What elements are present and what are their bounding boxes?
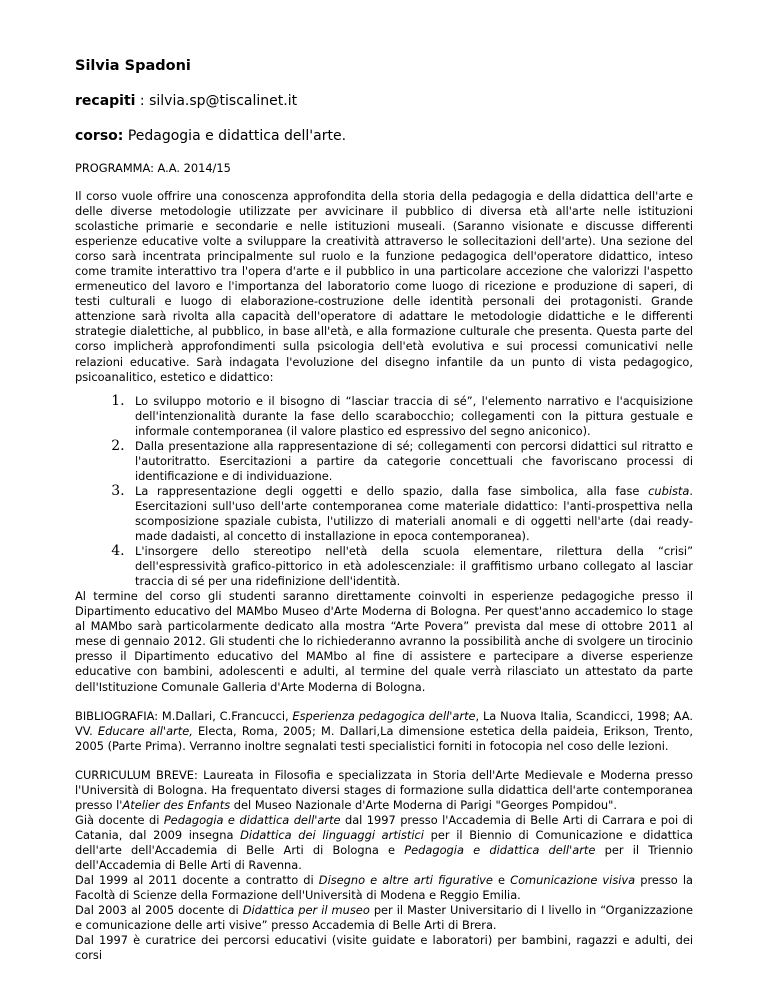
programma-heading: PROGRAMMA: A.A. 2014/15 (75, 161, 231, 175)
biblio-title: Esperienza pedagogica dell'arte (292, 708, 476, 723)
cv-text: CURRICULUM BREVE: Laureata in Filosofia e specializzata in Storia dell'Arte Medievale e Moderna presso l'Università di Bologna. Ha frequentato diversi stages di formazione sulla didattica dell'arte contemporanea presso l' (75, 767, 693, 812)
cv-italic: Comunicazione visiva (510, 873, 636, 888)
list-item: 2. Dalla presentazione alla rappresentazione di sé; collegamenti con percorsi didattici sul ritratto e l'autoritratto. Esercitazioni a partire da categorie concettuali che favoriscano processi di identificazione e di individuazione. (129, 439, 693, 484)
list-item-text: La rappresentazione degli oggetti e dello spazio, dalla fase simbolica, alla fase (135, 483, 649, 498)
list-item-italic: cubista (648, 483, 690, 498)
cv-italic: Didattica dei linguaggi artistici (240, 827, 424, 842)
course-line (75, 127, 693, 145)
cv-paragraph-4 (75, 903, 693, 933)
list-item-text: . Esercitazioni sull'uso dell'arte contemporanea come materiale didattico: l'anti-prospettiva nella scomposizione spaziale cubista, l'utilizzo di materiali anomali e di oggetti nell'arte (dai ready-made dadaisti, al concetto di installazione in epoca contemporanea). (135, 483, 693, 544)
contact-email: silvia.sp@tiscalinet.it (149, 93, 298, 109)
intro-paragraph: Il corso vuole offrire una conoscenza approfondita della storia della pedagogia e della didattica dell'arte e delle diverse metodologie utilizzate per avvicinare il pubblico di diversa età all'arte nelle istituzioni scolastiche primarie e secondarie e nelle istituzioni museali. (Saranno visionate e discusse differenti esperienze educative volte a sviluppare la creatività attraverso le sollecitazioni dell'arte). Una sezione del corso sarà incentrata principalmente sul ruolo e la funzione pedagogica dell'operatore didattico, inteso come tramite interattivo tra l'opera d'arte e il pubblico in una particolare accezione che valorizzi l'aspetto ermeneutico del lavoro e l'importanza del laboratorio come luogo di ricezione e produzione di saperi, di testi culturali e luogo di elaborazione-costruzione delle identità personali dei protagonisti. Grande attenzione sarà rivolta alla capacità dell'operatore di adattare le metodologie didattiche e le differenti strategie dialettiche, al pubblico, in base all'età, e alla formazione culturale che presenta. Questa parte del corso implicherà approfondimenti sulla psicologia dell'età evolutiva e sui processi comunicativi nelle relazioni educative. Sarà indagata l'evoluzione del disegno infantile da un punto di vista pedagogico, psicoanalitico, estetico e didattico: (75, 189, 693, 384)
cv-text: Già docente di (75, 812, 164, 827)
termine-paragraph: Al termine del corso gli studenti saranno direttamente coinvolti in esperienze pedagogiche presso il Dipartimento educativo del MAMbo Museo d'Arte Moderna di Bologna. Per quest'anno accademico lo stage al MAMbo sarà particolarmente dedicato alla mostra “Arte Povera” prevista dal mese di ottobre 2011 al mese di gennaio 2012. Gli studenti che lo richiederanno avranno la possibilità anche di svolgere un tirocinio presso il Dipartimento educativo del MAMbo al fine di assistere e partecipare a diverse esperienze educative con bambini, adolescenti e adulti, al termine del quale verrà rilasciato un attestato da parte dell'Istituzione Comunale Galleria d'Arte Moderna di Bologna. (75, 589, 693, 694)
cv-paragraph-3 (75, 873, 693, 903)
course-name: Pedagogia e didattica dell'arte. (123, 128, 347, 144)
author-name: Silvia Spadoni (75, 58, 191, 74)
cv-italic: Pedagogia e didattica dell'arte (163, 812, 341, 827)
cv-text: per il Triennio dell'Accademia di Belle Arti di Ravenna. (75, 842, 693, 872)
cv-text: dal 1997 presso l'Accademia di Belle Arti di Carrara e poi di Catania, dal 2009 insegna (75, 812, 693, 842)
cv-text: per il Biennio di Comunicazione e didattica dell'arte dell'Accademia di Belle Arti di Bologna e (75, 827, 693, 857)
cv-italic: Disegno e altre arti figurative (318, 873, 493, 888)
biblio-text: , La Nuova Italia, Scandicci, 1998; AA. VV. (75, 708, 693, 738)
list-item: 4. L'insorgere dello stereotipo nell'età della scuola elementare, rilettura della “crisi” dell'espressività grafico-pittorico in età adolescenziale: il graffitismo urbano collegato al lasciar traccia di sé per una ridefinizione dell'identità. (129, 544, 693, 589)
cv-text: presso la Facoltà di Scienze della Formazione dell'Università di Modena e Reggio Emilia. (75, 873, 693, 903)
cv-italic: Didattica per il museo (242, 903, 370, 918)
biblio-text: BIBLIOGRAFIA: M.Dallari, C.Francucci, (75, 708, 293, 723)
cv-text: Dal 2003 al 2005 docente di (75, 903, 243, 918)
cv-text: Dal 1999 al 2011 docente a contratto di (75, 873, 319, 888)
cv-text: per il Master Universitario di I livello in “Organizzazione e comunicazione delle arti visive” presso Accademia di Belle Arti di Brera. (75, 903, 694, 933)
contact-line (75, 92, 693, 110)
bibliography-paragraph (75, 709, 693, 754)
cv-text: e (492, 873, 511, 888)
list-item: 1. Lo sviluppo motorio e il bisogno di “lasciar traccia di sé”, l'elemento narrativo e l'acquisizione dell'intenzionalità durante la fase dello scarabocchio; collegamenti con la pittura gestuale e informale contemporanea (il valore plastico ed espressivo del segno aniconico). (129, 394, 693, 439)
cv-paragraph-2 (75, 813, 693, 873)
cv-text: del Museo Nazionale d'Arte Moderna di Parigi "Georges Pompidou". (230, 797, 618, 812)
biblio-text: Electa, Roma, 2005; M. Dallari,La dimensione estetica della paideia, Erikson, Trento, 2005 (Parte Prima). Verranno inoltre segnalati testi specialistici forniti in fotocopia nel coso delle lezioni. (75, 723, 693, 753)
document-page (75, 57, 693, 963)
contact-separator: : (135, 93, 150, 109)
contact-label: recapiti (75, 93, 136, 109)
cv-paragraph-1 (75, 768, 693, 813)
course-label: corso: (75, 128, 124, 144)
topics-list (75, 394, 693, 590)
biblio-title: Educare all'arte, (97, 723, 193, 738)
cv-paragraph-5: Dal 1997 è curatrice dei percorsi educativi (visite guidate e laboratori) per bambini, ragazzi e adulti, dei corsi (75, 933, 693, 963)
cv-italic: Atelier des Enfants (122, 797, 231, 812)
list-item (129, 484, 693, 544)
cv-italic: Pedagogia e didattica dell'arte (404, 842, 596, 857)
